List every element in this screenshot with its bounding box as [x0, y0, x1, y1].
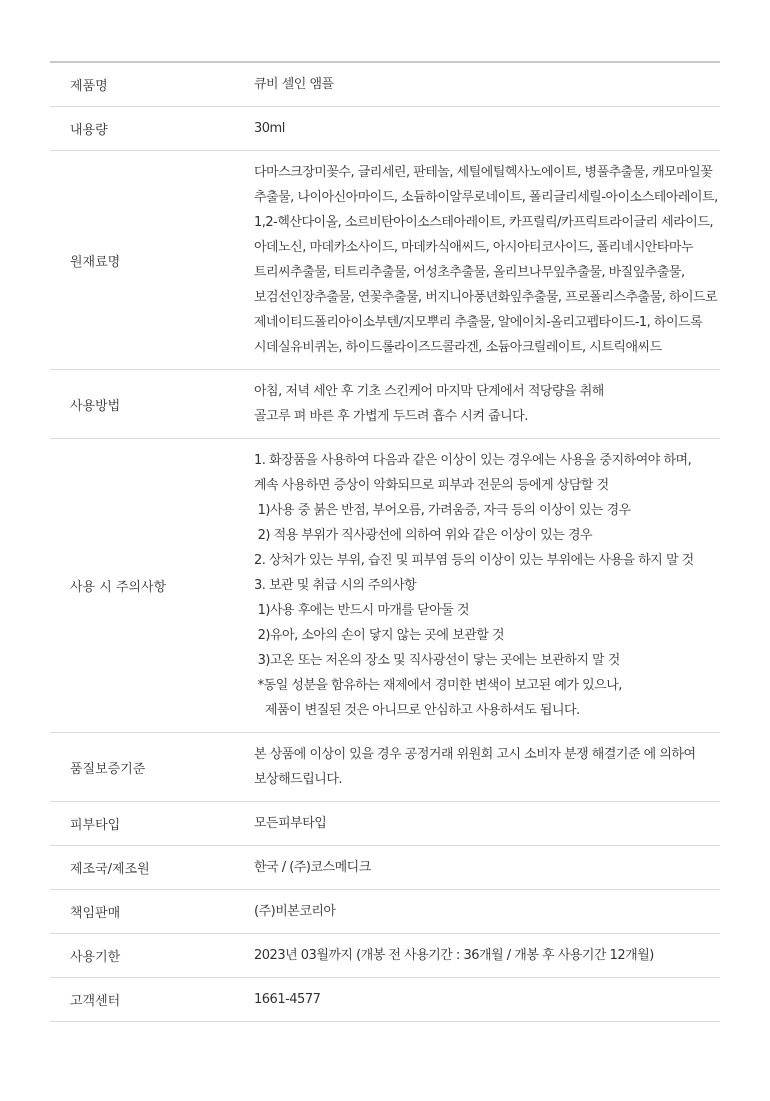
value-line: 아데노신, 마데카소사이드, 마데카식애씨드, 아시아티코사이드, 폴리네시안타마누 [254, 240, 694, 255]
value-line: 2)유아, 소아의 손이 닿지 않는 곳에 보관할 것 [254, 628, 505, 643]
value-line: 모든피부타입 [254, 816, 327, 831]
info-row-ingredients [50, 151, 720, 370]
value-line: 보상해드립니다. [254, 772, 343, 787]
value-line: 제네이티드폴리아이소부텐/지모뿌리 추출물, 알에이치-올리고펩타이드-1, 하이드록 [254, 315, 703, 330]
value-line: 다마스크장미꽃수, 글리세린, 판테놀, 세틸에틸헥사노에이트, 병풀추출물, 캐모마일꽃 [254, 165, 713, 180]
value-line: 1. 화장품을 사용하여 다음과 같은 이상이 있는 경우에는 사용을 중지하여야 하며, [254, 453, 692, 468]
value-line: 2. 상처가 있는 부위, 습진 및 피부염 등의 이상이 있는 부위에는 사용을 하지 말 것 [254, 553, 694, 568]
value-line: *동일 성분을 함유하는 재제에서 경미한 변색이 보고된 예가 있으나, [254, 678, 622, 693]
value-line: 아침, 저녁 세안 후 기초 스킨케어 마지막 단계에서 적당량을 취해 [254, 384, 604, 399]
value-line: 트리씨추출물, 티트리추출물, 어성초추출물, 올리브나무잎추출물, 바질잎추출물, [254, 265, 685, 280]
info-row-product-name [50, 62, 720, 107]
row-label: 내용량 [70, 123, 108, 138]
value-line: (주)비본코리아 [254, 904, 336, 919]
row-value [254, 151, 720, 370]
row-value [254, 934, 720, 978]
value-line: 1,2-헥산다이올, 소르비탄아이소스테아레이트, 카프릴릭/카프릭트라이글리 세라이드, [254, 215, 714, 230]
value-line: 3)고온 또는 저온의 장소 및 직사광선이 닿는 곳에는 보관하지 말 것 [254, 653, 620, 668]
value-line: 시데실유비퀴논, 하이드롤라이즈드콜라겐, 소듐아크릴레이트, 시트릭애씨드 [254, 340, 662, 355]
info-row-customer-center [50, 978, 720, 1022]
value-line: 골고루 펴 바른 후 가볍게 두드려 흡수 시켜 줍니다. [254, 409, 528, 424]
info-row-skin-type [50, 802, 720, 846]
row-label: 원재료명 [70, 254, 121, 270]
value-line: 30ml [254, 121, 285, 136]
info-row-expiry [50, 934, 720, 978]
value-line: 3. 보관 및 취급 시의 주의사항 [254, 578, 417, 593]
row-label: 사용기한 [70, 950, 121, 965]
value-line: 제품이 변질된 것은 아니므로 안심하고 사용하셔도 됩니다. [254, 703, 580, 718]
value-line: 추출물, 나이아신아마이드, 소듐하이알루로네이트, 폴리글리세릴-아이소스테아레이트, [254, 190, 718, 205]
value-line: 보검선인장추출물, 연꽃추출물, 버지니아풍년화잎추출물, 프로폴리스추출물, 하이드로 [254, 290, 718, 305]
value-line: 계속 사용하면 증상이 악화되므로 피부과 전문의 등에게 상담할 것 [254, 478, 609, 493]
row-value [254, 978, 720, 1022]
info-row-usage [50, 370, 720, 439]
info-row-volume [50, 107, 720, 151]
info-row-precautions [50, 439, 720, 733]
row-value [254, 439, 720, 733]
row-label: 사용방법 [70, 398, 121, 414]
row-label: 피부타입 [70, 818, 121, 833]
value-line: 1)사용 후에는 반드시 마개를 닫아둘 것 [254, 603, 470, 618]
row-value [254, 846, 720, 890]
value-line: 2) 적용 부위가 직사광선에 의하여 위와 같은 이상이 있는 경우 [254, 528, 593, 543]
info-row-distributor [50, 890, 720, 934]
row-value [254, 802, 720, 846]
row-value [254, 370, 720, 439]
product-info-table [50, 61, 720, 1022]
row-label: 책임판매 [70, 906, 121, 921]
value-line: 한국 / (주)코스메디크 [254, 860, 371, 875]
info-row-quality-standard [50, 733, 720, 802]
row-label: 제조국/제조원 [70, 862, 150, 877]
row-label: 고객센터 [70, 994, 121, 1009]
row-label: 제품명 [70, 79, 108, 94]
row-value [254, 890, 720, 934]
row-value [254, 733, 720, 802]
value-line: 2023년 03월까지 (개봉 전 사용기간 : 36개월 / 개봉 후 사용기간 12개월) [254, 948, 654, 963]
row-value [254, 107, 720, 151]
value-line: 1661-4577 [254, 992, 321, 1007]
value-line: 큐비 셀인 앰플 [254, 77, 334, 92]
value-line: 본 상품에 이상이 있을 경우 공정거래 위원회 고시 소비자 분쟁 해결기준 에 의하여 [254, 747, 696, 762]
value-line: 1)사용 중 붉은 반점, 부어오름, 가려움증, 자극 등의 이상이 있는 경우 [254, 503, 631, 518]
row-label: 품질보증기준 [70, 761, 146, 777]
row-label: 사용 시 주의사항 [70, 580, 167, 595]
row-value [254, 62, 720, 107]
info-row-manufacturer [50, 846, 720, 890]
